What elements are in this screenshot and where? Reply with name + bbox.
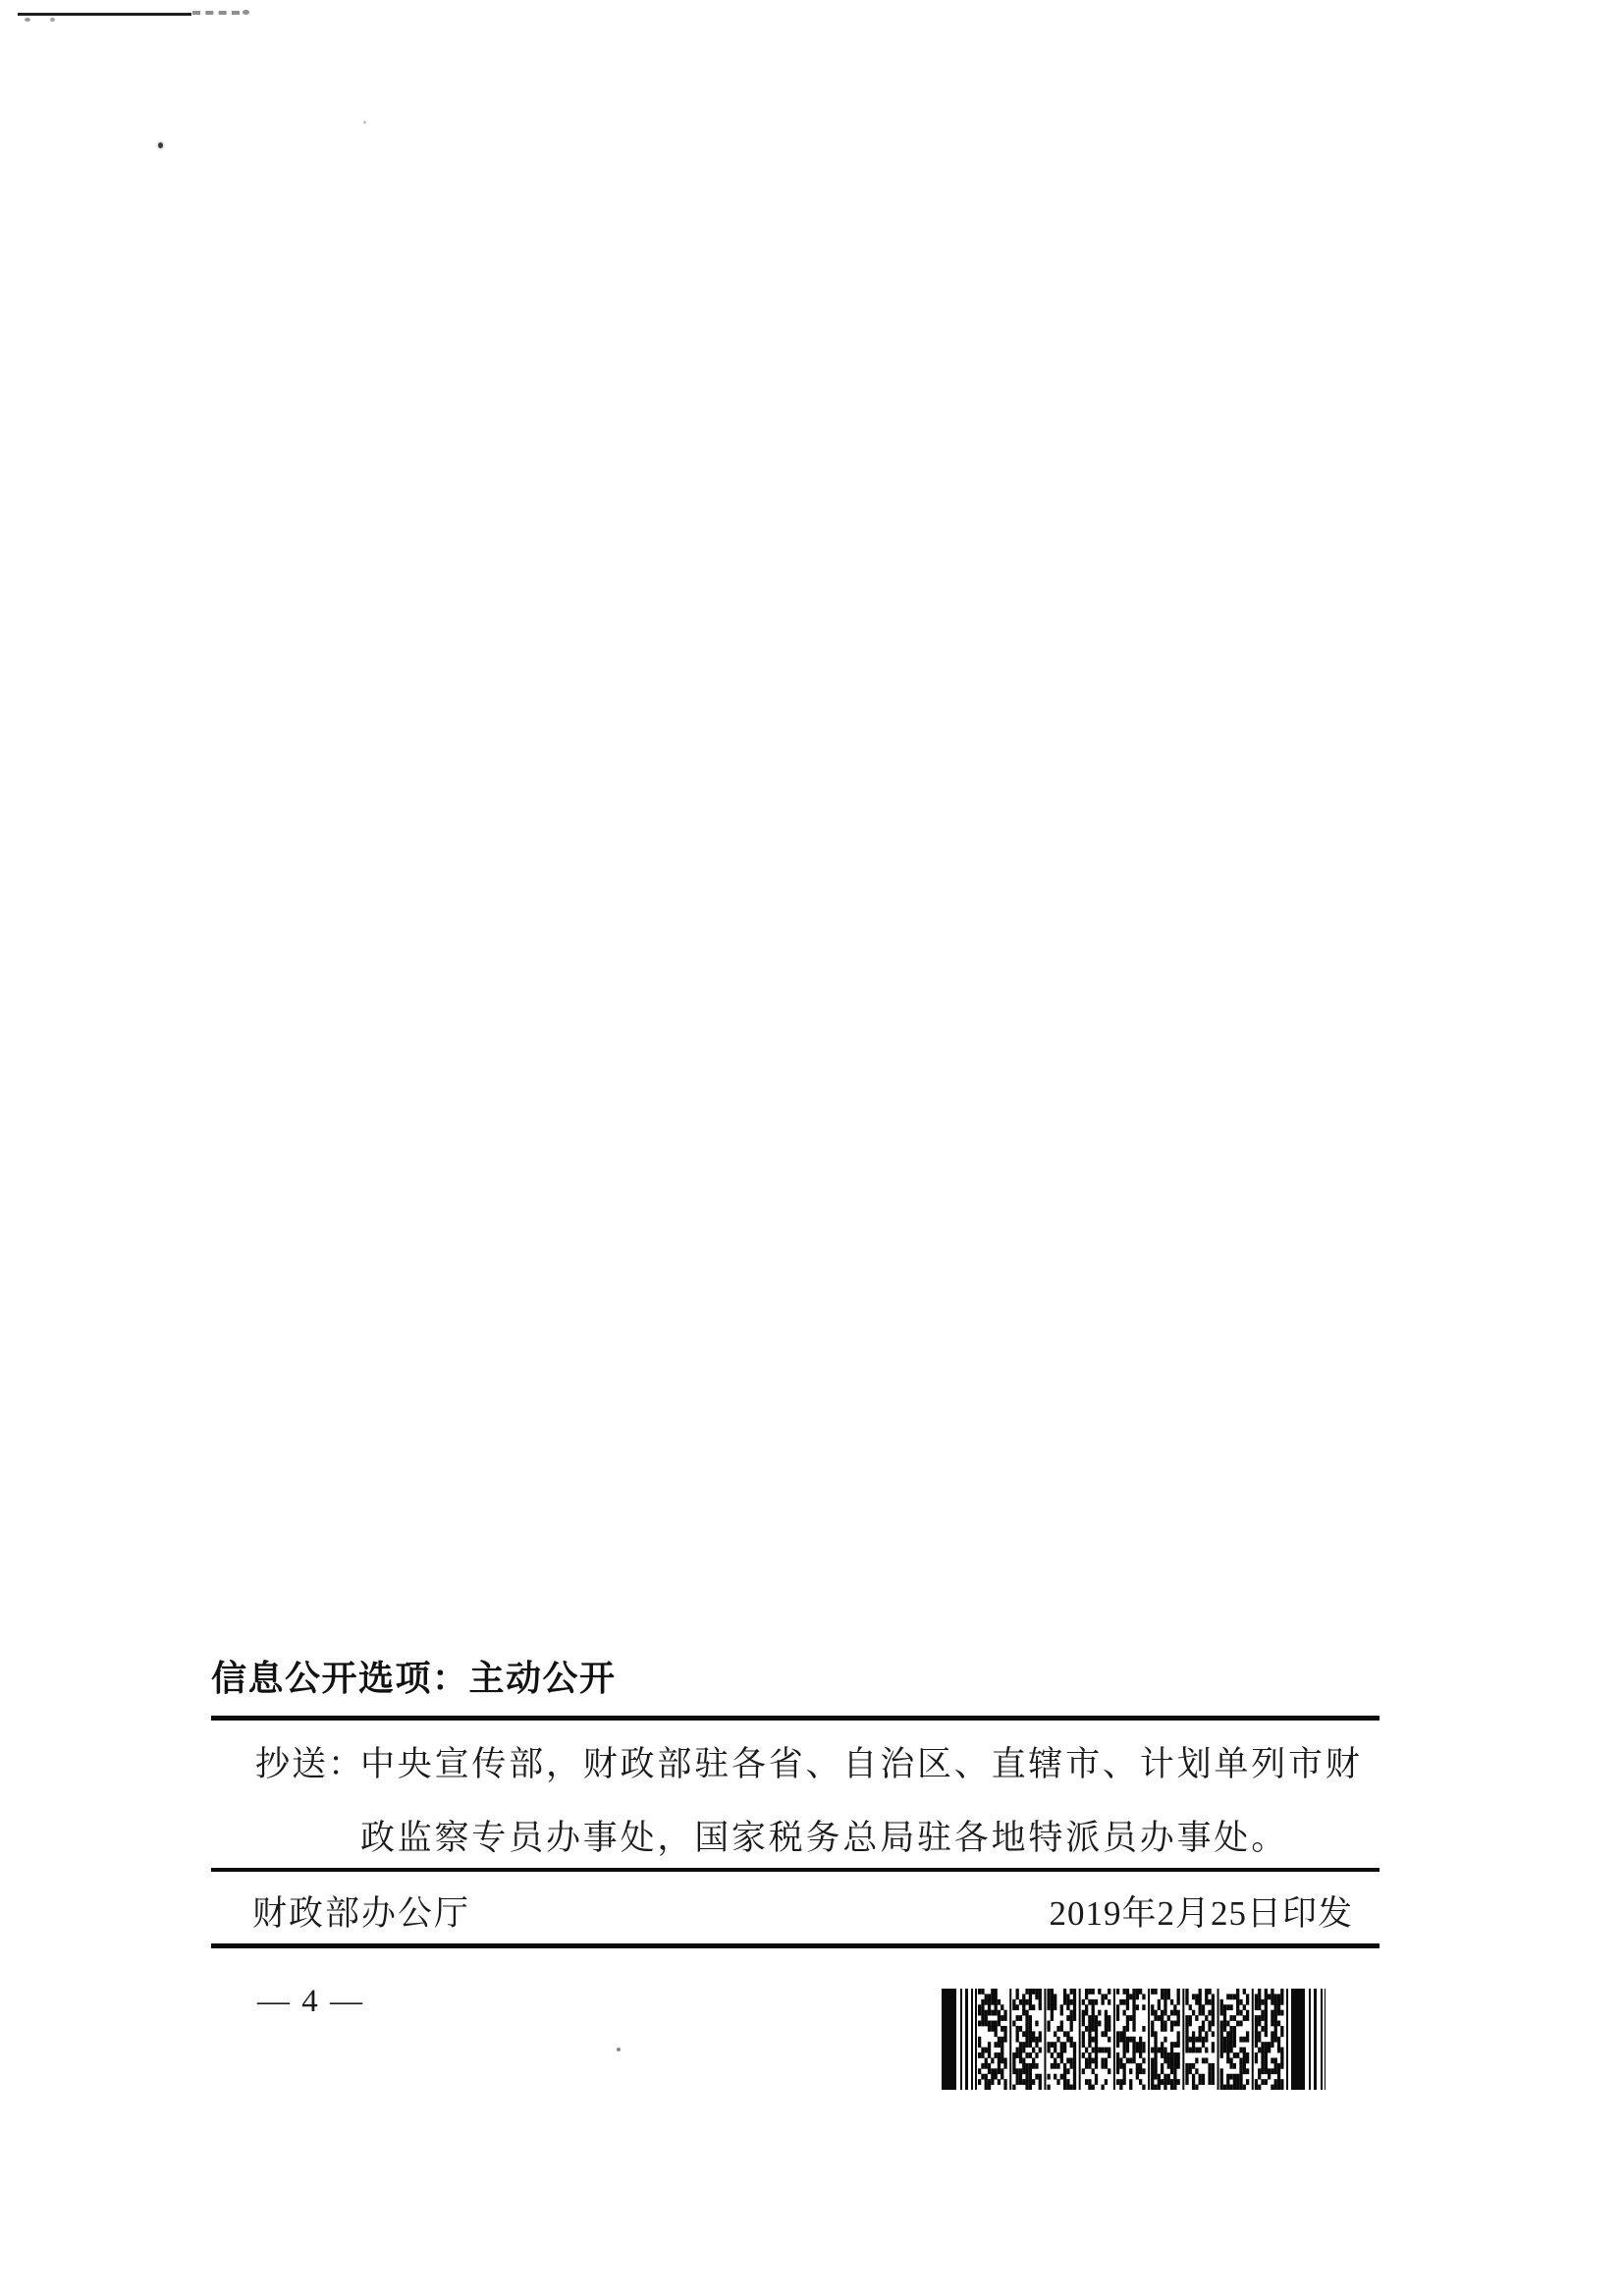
divider-rule-middle — [211, 1868, 1380, 1872]
scan-speck — [50, 18, 55, 22]
disclosure-option-note: 信息公开选项：主动公开 — [211, 1658, 617, 1698]
page-number: — 4 — — [257, 1984, 364, 2019]
cc-label: 抄送： — [255, 1745, 365, 1783]
cc-recipients-line-2: 政监察专员办事处，国家税务总局驻各地特派员办事处。 — [360, 1819, 1289, 1857]
scan-speck — [617, 2048, 621, 2051]
scan-speck — [158, 142, 163, 148]
divider-rule-top — [211, 1716, 1380, 1721]
scan-speck — [243, 10, 249, 15]
scan-speck — [25, 18, 30, 22]
barcode-2d-icon — [942, 1989, 1325, 2090]
issuing-office: 财政部办公厅 — [252, 1894, 471, 1933]
scan-artifact-dashes — [192, 11, 240, 15]
scan-speck — [363, 121, 366, 124]
scan-artifact-line — [18, 13, 191, 16]
print-date: 2019年2月25日印发 — [1049, 1894, 1353, 1933]
cc-recipients-line-1: 中央宣传部，财政部驻各省、自治区、直辖市、计划单列市财 — [360, 1745, 1363, 1783]
divider-rule-bottom — [211, 1943, 1380, 1948]
